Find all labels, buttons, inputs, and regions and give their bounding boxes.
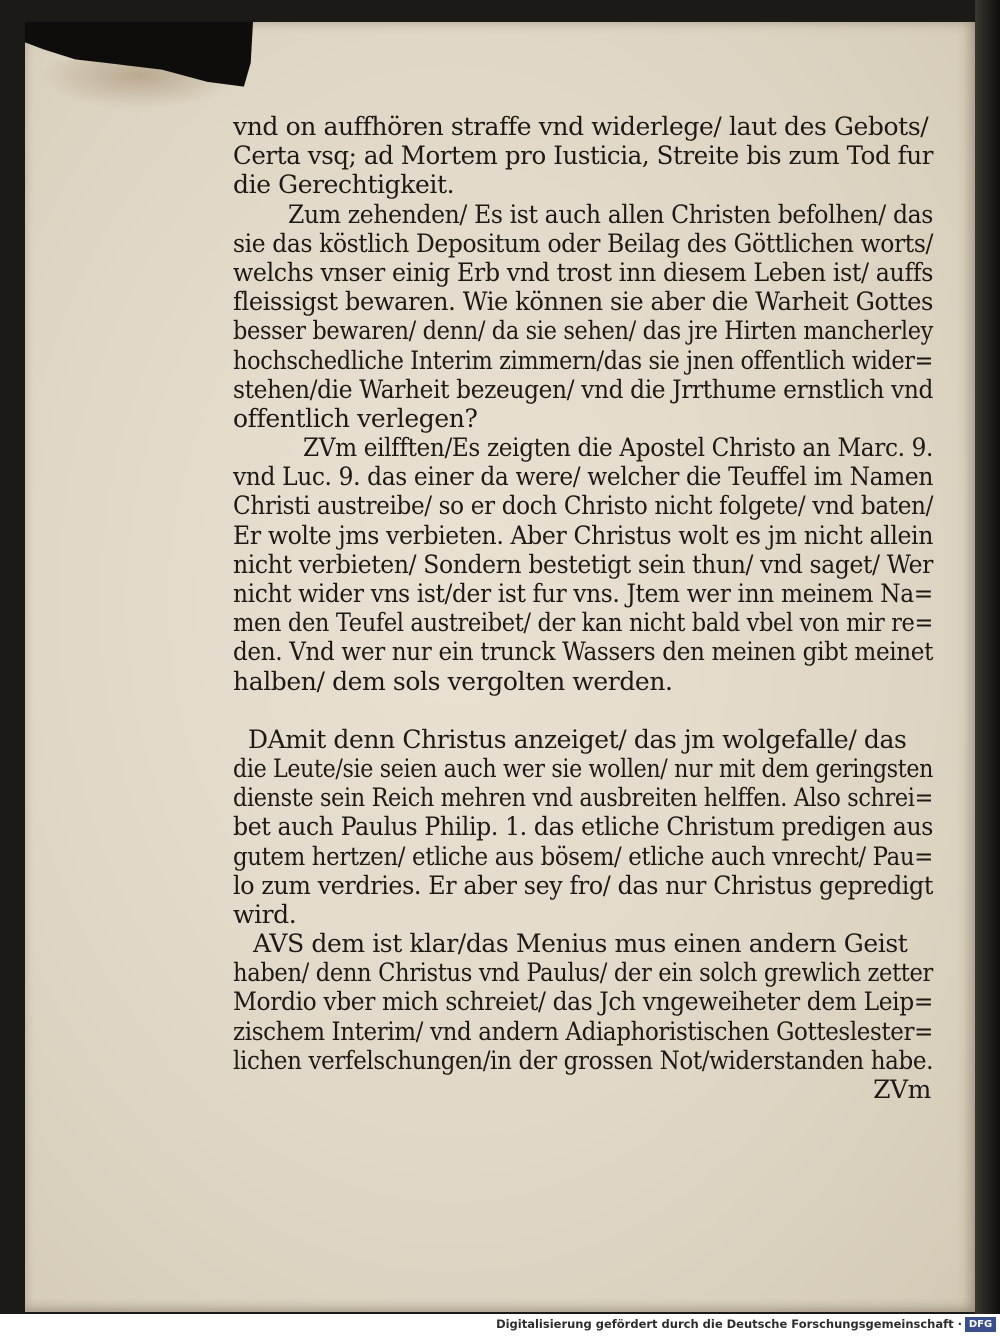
page-text xyxy=(233,112,933,1104)
text-line xyxy=(233,958,933,987)
line-text: DAmit denn Christus anzeiget/ das jm wolgefalle/ das xyxy=(248,724,907,754)
text-line xyxy=(233,637,933,666)
line-text: die Leute/sie seien auch wer sie wollen/ nur mit dem geringsten xyxy=(233,753,934,783)
text-line xyxy=(233,1046,933,1075)
text-line xyxy=(233,112,933,141)
line-text: Mordio vber mich schreiet/ das Jch vngeweiheter dem Leip= xyxy=(233,987,934,1017)
text-line xyxy=(233,229,933,258)
line-text: men den Teufel austreibet/ der kan nicht bald vbel von mir re= xyxy=(233,608,934,638)
text-line xyxy=(233,754,933,783)
text-line xyxy=(233,404,933,433)
footer-separator: · xyxy=(953,1317,962,1331)
line-text: halben/ dem sols vergolten werden. xyxy=(233,666,673,696)
line-text: vnd on auffhören straffe vnd widerlege/ laut des Gebots/ xyxy=(233,112,929,141)
text-line xyxy=(233,200,933,229)
line-text: hochschedliche Interim zimmern/das sie jnen offentlich wider= xyxy=(233,345,934,375)
line-text: sie das köstlich Depositum oder Beilag des Göttlichen worts/ xyxy=(233,228,933,258)
text-line xyxy=(233,521,933,550)
text-line xyxy=(233,783,933,812)
line-text: gutem hertzen/ etliche aus bösem/ etliche auch vnrecht/ Pau= xyxy=(233,841,933,871)
catchword: ZVm xyxy=(873,1075,931,1104)
text-line xyxy=(233,579,933,608)
paragraph-gap xyxy=(233,696,933,725)
line-text: vnd Luc. 9. das einer da were/ welcher die Teuffel im Namen xyxy=(233,462,934,492)
text-line xyxy=(233,987,933,1016)
footer-credit xyxy=(496,1317,962,1331)
line-text: AVS dem ist klar/das Menius mus einen andern Geist xyxy=(253,929,908,959)
text-line xyxy=(233,462,933,491)
line-text: lo zum verdries. Er aber sey fro/ das nur Christus gepredigt xyxy=(233,870,934,900)
text-line xyxy=(233,258,933,287)
line-text: nicht wider vns ist/der ist fur vns. Jtem wer inn meinem Na= xyxy=(233,579,933,608)
footer-bar xyxy=(0,1314,1000,1336)
text-line xyxy=(233,141,933,170)
line-text: stehen/die Warheit bezeugen/ vnd die Jrrthume ernstlich vnd xyxy=(233,374,934,404)
text-line xyxy=(233,900,933,929)
text-line xyxy=(233,608,933,637)
text-line xyxy=(233,491,933,520)
line-text: zischem Interim/ vnd andern Adiaphoristischen Gotteslester= xyxy=(233,1016,933,1046)
text-line xyxy=(233,871,933,900)
line-text: Christi austreibe/ so er doch Christo nicht folgete/ vnd baten/ xyxy=(233,491,934,521)
line-text: bet auch Paulus Philip. 1. das etliche Christum predigen aus xyxy=(233,812,934,842)
text-line xyxy=(233,375,933,404)
scan-background-edge xyxy=(975,0,1000,1314)
line-text: die Gerechtigkeit. xyxy=(233,170,455,200)
line-text: Er wolte jms verbieten. Aber Christus wolt es jm nicht allein xyxy=(233,520,934,550)
line-text: lichen verfelschungen/in der grossen Not/widerstanden habe. xyxy=(233,1045,934,1075)
text-line xyxy=(233,667,933,696)
text-line xyxy=(233,346,933,375)
text-line xyxy=(233,316,933,345)
line-text: Zum zehenden/ Es ist auch allen Christen befolhen/ das xyxy=(288,199,933,229)
text-line xyxy=(233,433,933,462)
text-line xyxy=(233,170,933,199)
text-line xyxy=(233,287,933,316)
line-text: besser bewaren/ denn/ da sie sehen/ das jre Hirten mancherley xyxy=(233,316,934,346)
dfg-logo: DFG xyxy=(965,1317,996,1332)
line-text: fleissigst bewaren. Wie können sie aber die Warheit Gottes xyxy=(233,287,934,317)
text-line xyxy=(233,725,933,754)
line-text: haben/ denn Christus vnd Paulus/ der ein solch grewlich zetter xyxy=(233,958,933,988)
line-text: wird. xyxy=(233,899,297,929)
line-text: welchs vnser einig Erb vnd trost inn diesem Leben ist/ auffs xyxy=(233,257,934,287)
text-line xyxy=(233,1017,933,1046)
line-text: offentlich verlegen? xyxy=(233,403,478,433)
line-text: den. Vnd wer nur ein trunck Wassers den meinen gibt meinet xyxy=(233,637,934,667)
line-text: nicht verbieten/ Sondern bestetigt sein thun/ vnd saget/ Wer xyxy=(233,549,933,579)
text-line xyxy=(233,929,933,958)
text-line xyxy=(233,812,933,841)
line-text: ZVm eilfften/Es zeigten die Apostel Christo an Marc. 9. xyxy=(303,433,933,463)
line-text: dienste sein Reich mehren vnd ausbreiten helffen. Also schrei= xyxy=(233,783,933,813)
footer-credit-text: Digitalisierung gefördert durch die Deutsche Forschungsgemeinschaft xyxy=(496,1317,954,1331)
line-text: Certa vsq; ad Mortem pro Iusticia, Streite bis zum Tod fur xyxy=(233,141,934,171)
text-line xyxy=(233,842,933,871)
text-line xyxy=(233,550,933,579)
